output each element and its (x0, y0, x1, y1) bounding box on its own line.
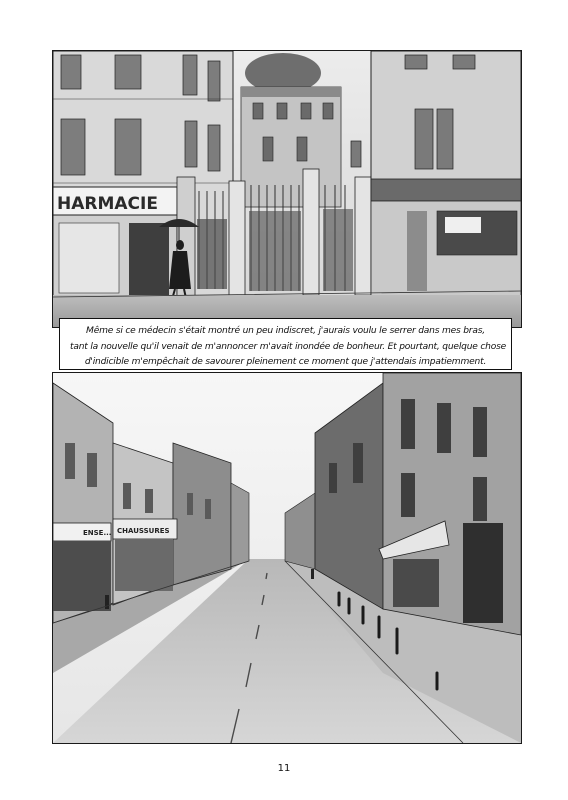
narration-caption-box (59, 318, 512, 370)
caption-line: Même si ce médecin s'était montré un peu indiscret, j'aurais voulu le serrer dans mes bras, (86, 326, 485, 336)
shoe-shop-sign: CHAUSSURES (117, 527, 170, 535)
shop-sign-left: ENSE... (83, 529, 112, 537)
caption-line: d'indicible m'empêchait de savourer pleinement ce moment que j'attendais impatiemment. (84, 357, 487, 367)
caption-line: tant la nouvelle qu'il venait de m'annoncer m'avait inondée de bonheur. Et pourtant, quelque chose (70, 341, 507, 352)
comic-panel-top (52, 50, 522, 328)
page-number: 11 (277, 763, 291, 774)
street-scene-pharmacy-illustration (53, 51, 521, 327)
long-street-perspective-illustration (53, 373, 521, 743)
comic-panel-bottom (52, 372, 522, 744)
pharmacy-sign: HARMACIE (57, 194, 158, 214)
